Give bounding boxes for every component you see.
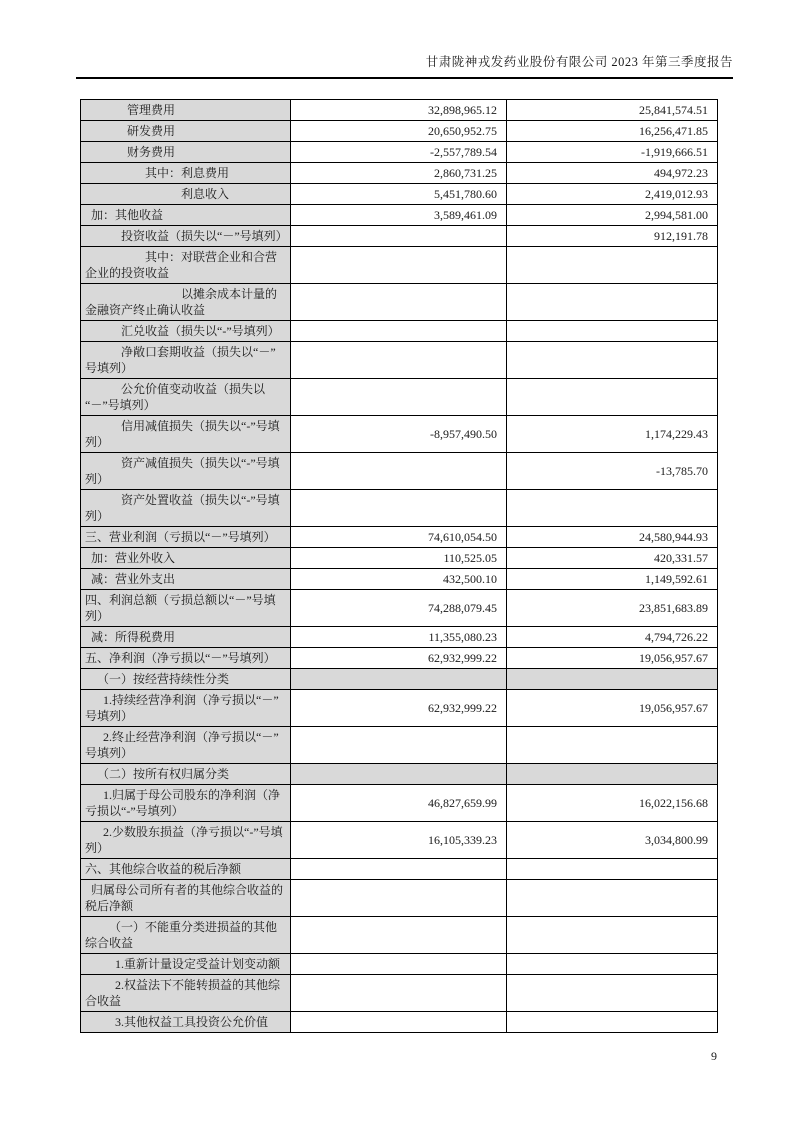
row-label-cell: 四、利润总额（亏损总额以“－”号填列） (81, 590, 291, 627)
amount-current-cell (291, 859, 507, 880)
amount-current-cell (291, 247, 507, 284)
table-row (81, 284, 718, 321)
row-label-cell: 2.少数股东损益（净亏损以“-”号填列） (81, 822, 291, 859)
amount-prior-cell: -1,919,666.51 (507, 142, 718, 163)
row-label-cell: 公允价值变动收益（损失以“－”号填列） (81, 379, 291, 416)
amount-prior-cell: 4,794,726.22 (507, 627, 718, 648)
income-statement-table (80, 99, 718, 1033)
amount-prior-cell: 1,149,592.61 (507, 569, 718, 590)
amount-current-cell: 110,525.05 (291, 548, 507, 569)
row-label-cell: 2.权益法下不能转损益的其他综合收益 (81, 975, 291, 1012)
row-label-cell: 资产减值损失（损失以“-”号填列） (81, 453, 291, 490)
amount-current-cell (291, 727, 507, 764)
amount-prior-cell: -13,785.70 (507, 453, 718, 490)
table-row (81, 247, 718, 284)
amount-current-cell (291, 226, 507, 247)
amount-current-cell (291, 764, 507, 785)
amount-current-cell (291, 490, 507, 527)
amount-current-cell: 74,288,079.45 (291, 590, 507, 627)
amount-current-cell: 16,105,339.23 (291, 822, 507, 859)
table-row (81, 490, 718, 527)
table-row (81, 764, 718, 785)
amount-current-cell (291, 954, 507, 975)
amount-current-cell: 2,860,731.25 (291, 163, 507, 184)
row-label-cell: 加：其他收益 (81, 205, 291, 226)
amount-prior-cell: 25,841,574.51 (507, 100, 718, 121)
amount-prior-cell: 16,256,471.85 (507, 121, 718, 142)
row-label-cell: 研发费用 (81, 121, 291, 142)
table-row (81, 416, 718, 453)
amount-prior-cell: 420,331.57 (507, 548, 718, 569)
table-row (81, 142, 718, 163)
amount-prior-cell: 494,972.23 (507, 163, 718, 184)
amount-prior-cell (507, 669, 718, 690)
amount-prior-cell (507, 379, 718, 416)
table-row (81, 100, 718, 121)
amount-prior-cell: 1,174,229.43 (507, 416, 718, 453)
table-row (81, 184, 718, 205)
row-label-cell: 减：营业外支出 (81, 569, 291, 590)
table-row (81, 785, 718, 822)
row-label-cell: 1.归属于母公司股东的净利润（净亏损以“-”号填列） (81, 785, 291, 822)
amount-prior-cell: 19,056,957.67 (507, 690, 718, 727)
row-label-cell: 减：所得税费用 (81, 627, 291, 648)
table-row (81, 205, 718, 226)
amount-current-cell: 32,898,965.12 (291, 100, 507, 121)
report-header: 甘肃陇神戎发药业股份有限公司 2023 年第三季度报告 (76, 52, 733, 79)
row-label-cell: 其中：对联营企业和合营企业的投资收益 (81, 247, 291, 284)
amount-prior-cell (507, 764, 718, 785)
amount-current-cell (291, 669, 507, 690)
table-row (81, 669, 718, 690)
table-row (81, 954, 718, 975)
table-row (81, 163, 718, 184)
row-label-cell: 净敞口套期收益（损失以“－”号填列） (81, 342, 291, 379)
row-label-cell: 1.持续经营净利润（净亏损以“－”号填列） (81, 690, 291, 727)
amount-current-cell: 46,827,659.99 (291, 785, 507, 822)
amount-current-cell: 11,355,080.23 (291, 627, 507, 648)
table-row (81, 648, 718, 669)
amount-prior-cell: 2,994,581.00 (507, 205, 718, 226)
amount-prior-cell (507, 880, 718, 917)
row-label-cell: （二）按所有权归属分类 (81, 764, 291, 785)
page-number: 9 (711, 1049, 717, 1063)
row-label-cell: 投资收益（损失以“－”号填列） (81, 226, 291, 247)
amount-current-cell (291, 321, 507, 342)
table-row (81, 822, 718, 859)
table-row (81, 1012, 718, 1033)
amount-prior-cell (507, 954, 718, 975)
amount-current-cell (291, 880, 507, 917)
table-row (81, 321, 718, 342)
table-row (81, 590, 718, 627)
table-row (81, 453, 718, 490)
table-row (81, 569, 718, 590)
amount-prior-cell: 3,034,800.99 (507, 822, 718, 859)
table-row (81, 880, 718, 917)
amount-current-cell (291, 453, 507, 490)
amount-current-cell (291, 379, 507, 416)
amount-current-cell: 5,451,780.60 (291, 184, 507, 205)
table-row (81, 859, 718, 880)
amount-prior-cell (507, 975, 718, 1012)
row-label-cell: 1.重新计量设定受益计划变动额 (81, 954, 291, 975)
amount-current-cell: 62,932,999.22 (291, 648, 507, 669)
amount-prior-cell (507, 490, 718, 527)
row-label-cell: 资产处置收益（损失以“-”号填列） (81, 490, 291, 527)
amount-current-cell: 62,932,999.22 (291, 690, 507, 727)
row-label-cell: 归属母公司所有者的其他综合收益的税后净额 (81, 880, 291, 917)
amount-current-cell (291, 342, 507, 379)
row-label-cell: 3.其他权益工具投资公允价值 (81, 1012, 291, 1033)
row-label-cell: 财务费用 (81, 142, 291, 163)
amount-prior-cell: 16,022,156.68 (507, 785, 718, 822)
row-label-cell: 其中：利息费用 (81, 163, 291, 184)
row-label-cell: 管理费用 (81, 100, 291, 121)
amount-current-cell: 74,610,054.50 (291, 527, 507, 548)
table-row (81, 727, 718, 764)
row-label-cell: 2.终止经营净利润（净亏损以“－”号填列） (81, 727, 291, 764)
amount-prior-cell (507, 284, 718, 321)
amount-current-cell: 432,500.10 (291, 569, 507, 590)
amount-prior-cell: 2,419,012.93 (507, 184, 718, 205)
table-row (81, 917, 718, 954)
amount-prior-cell (507, 727, 718, 764)
amount-prior-cell: 912,191.78 (507, 226, 718, 247)
amount-prior-cell (507, 247, 718, 284)
amount-current-cell: -8,957,490.50 (291, 416, 507, 453)
amount-current-cell (291, 975, 507, 1012)
table-row (81, 226, 718, 247)
table-row (81, 548, 718, 569)
amount-prior-cell: 19,056,957.67 (507, 648, 718, 669)
amount-current-cell: 20,650,952.75 (291, 121, 507, 142)
row-label-cell: 信用减值损失（损失以“-”号填列） (81, 416, 291, 453)
amount-current-cell (291, 1012, 507, 1033)
row-label-cell: 加：营业外收入 (81, 548, 291, 569)
table-row (81, 975, 718, 1012)
amount-prior-cell (507, 859, 718, 880)
table-row (81, 627, 718, 648)
row-label-cell: 六、其他综合收益的税后净额 (81, 859, 291, 880)
row-label-cell: 汇兑收益（损失以“-”号填列） (81, 321, 291, 342)
amount-prior-cell (507, 342, 718, 379)
table-row (81, 342, 718, 379)
row-label-cell: （一）按经营持续性分类 (81, 669, 291, 690)
table-row (81, 527, 718, 548)
amount-current-cell: 3,589,461.09 (291, 205, 507, 226)
table-row (81, 121, 718, 142)
amount-prior-cell: 23,851,683.89 (507, 590, 718, 627)
row-label-cell: （一）不能重分类进损益的其他综合收益 (81, 917, 291, 954)
income-statement-body (81, 100, 718, 1033)
table-row (81, 690, 718, 727)
amount-current-cell (291, 917, 507, 954)
amount-prior-cell (507, 321, 718, 342)
amount-prior-cell: 24,580,944.93 (507, 527, 718, 548)
row-label-cell: 五、净利润（净亏损以“－”号填列） (81, 648, 291, 669)
row-label-cell: 以摊余成本计量的金融资产终止确认收益 (81, 284, 291, 321)
amount-prior-cell (507, 1012, 718, 1033)
table-row (81, 379, 718, 416)
amount-current-cell: -2,557,789.54 (291, 142, 507, 163)
amount-current-cell (291, 284, 507, 321)
row-label-cell: 三、营业利润（亏损以“－”号填列） (81, 527, 291, 548)
amount-prior-cell (507, 917, 718, 954)
row-label-cell: 利息收入 (81, 184, 291, 205)
